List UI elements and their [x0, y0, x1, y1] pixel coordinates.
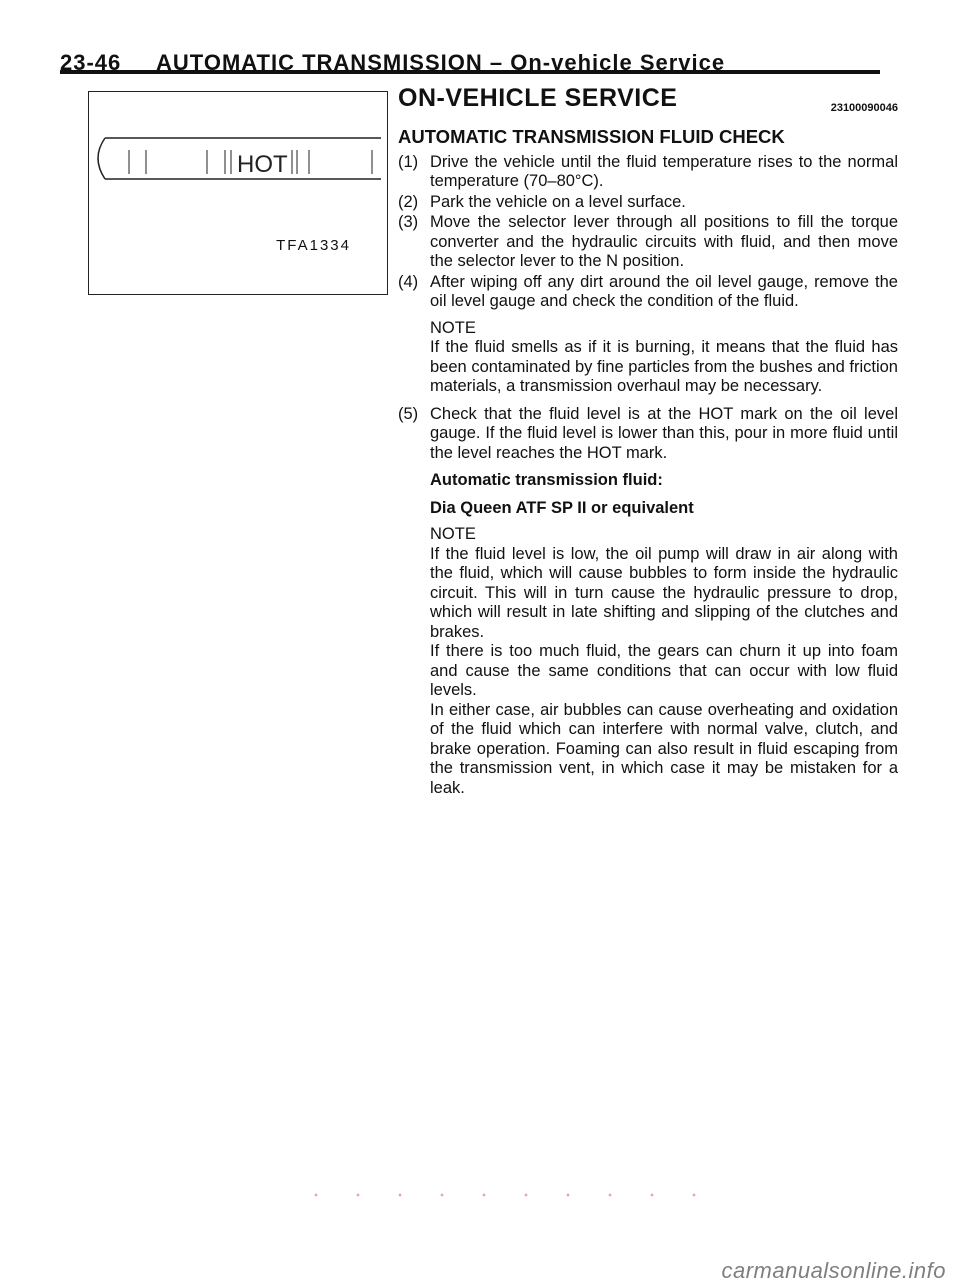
step-3 [398, 213, 898, 272]
note-2-label: NOTE [430, 525, 476, 543]
oil-level-gauge-figure [88, 91, 388, 295]
document-code: 23100090046 [830, 102, 898, 114]
oil-level-gauge-illustration [89, 92, 387, 294]
step-text: After wiping off any dirt around the oil level gauge, remove the oil level gauge and check the condition of the fluid. [430, 272, 898, 310]
step-text: Drive the vehicle until the fluid temperature rises to the normal temperature (70–80°C). [430, 152, 898, 190]
step-1 [398, 153, 898, 192]
fluid-spec-value: Dia Queen ATF SP II or equivalent [430, 498, 694, 517]
step-number: (3) [398, 213, 419, 231]
step-text: Move the selector lever through all positions to fill the torque converter and the hydraulic circuits with fluid, and then move the selector lever to the N position. [430, 213, 898, 270]
step-text: Check that the fluid level is at the HOT mark on the oil level gauge. If the fluid level is lower than this, pour in more fluid until the level reaches the HOT mark. [430, 404, 898, 462]
step-4 [398, 273, 898, 312]
hot-mark-label: HOT [237, 151, 288, 178]
note-2-paragraph-1: If the fluid level is low, the oil pump will draw in air along with the fluid, which will cause bubbles to form inside the hydraulic circuit. This will in turn cause the hydraulic pressure to drop, which will result in late shifting and slipping of the clutches and brakes. [430, 544, 898, 641]
step-5 [398, 405, 898, 464]
header-text [60, 50, 725, 74]
figure-id: TFA1334 [276, 237, 351, 254]
main-content [398, 84, 898, 798]
step-number: (5) [398, 404, 419, 423]
decorative-dots [295, 1192, 715, 1198]
note-1-text: If the fluid smells as if it is burning, it means that the fluid has been contaminated by fine particles from the bushes and friction materials, a transmission overhaul may be necessary. [430, 338, 898, 395]
note-1-label: NOTE [430, 318, 476, 337]
header-page-number: 23-46 [60, 50, 122, 74]
page-header [60, 40, 880, 74]
section-title: AUTOMATIC TRANSMISSION FLUID CHECK [398, 126, 785, 147]
step-number: (2) [398, 192, 419, 211]
title-row [398, 84, 898, 121]
page-title: ON-VEHICLE SERVICE [398, 84, 678, 112]
step-number: (4) [398, 272, 419, 291]
note-2-paragraph-2: If there is too much fluid, the gears can churn it up into foam and cause the same conditions that can occur with low fluid levels. [430, 642, 898, 699]
note-2-paragraph-3: In either case, air bubbles can cause overheating and oxidation of the fluid which can interfere with normal valve, clutch, and brake operation. Foaming can also result in fluid escaping from the transmission vent, in which case it may be mistaken for a leak. [430, 700, 898, 797]
step-number: (1) [398, 152, 419, 171]
header-section-title: AUTOMATIC TRANSMISSION – On-vehicle Service [156, 50, 726, 74]
watermark: carmanualsonline.info [721, 1258, 946, 1283]
step-2 [398, 193, 898, 213]
fluid-spec-label: Automatic transmission fluid: [430, 471, 663, 489]
step-text: Park the vehicle on a level surface. [430, 192, 686, 211]
